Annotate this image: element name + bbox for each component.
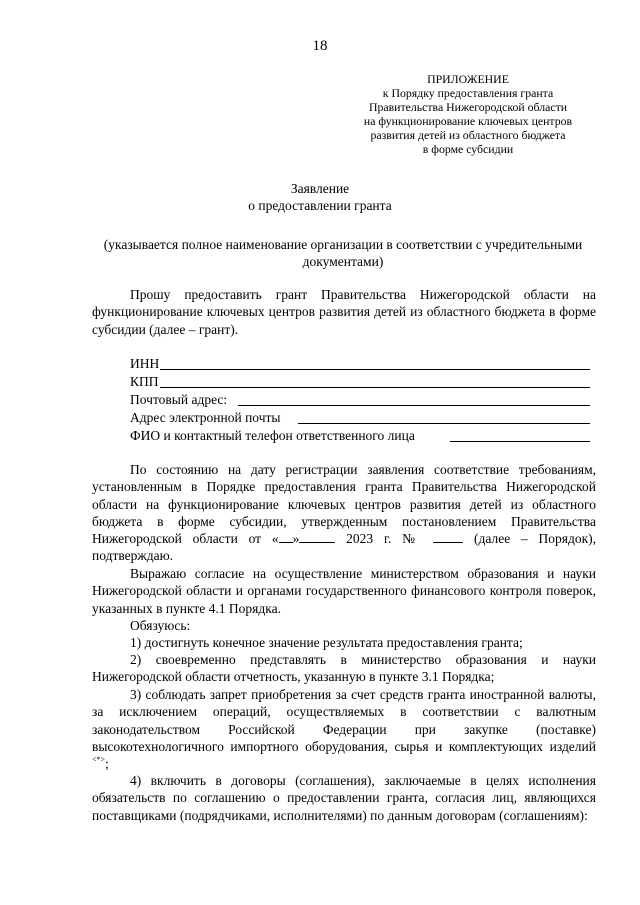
title-line: о предоставлении гранта <box>248 198 392 213</box>
day-blank[interactable] <box>279 530 293 543</box>
address-field[interactable] <box>238 405 590 406</box>
appendix-heading: ПРИЛОЖЕНИЕ <box>427 72 509 86</box>
page-number: 18 <box>312 38 328 54</box>
title-line: Заявление <box>290 181 350 196</box>
obligation-item-1: 1) достигнуть конечное значение результата предоставления гранта; <box>130 635 523 650</box>
obligation-item-4: 4) включить в договоры (соглашения), заключаемые в целях исполнения обязательств по соглашению о предоставлении гранта, согласия лиц, являющихся поставщиками (подрядчиками, исполнителями) по данным договорам (соглашениям): <box>92 773 596 823</box>
kpp-label: КПП <box>130 374 159 389</box>
appendix-line: на функционирование ключевых центров <box>363 114 573 128</box>
appendix-line: Правительства Нижегородской области <box>368 100 568 114</box>
year-text: 2023 г. № <box>346 531 423 547</box>
appendix-line: в форме субсидии <box>422 142 514 156</box>
kpp-field[interactable] <box>160 387 590 388</box>
compliance-paragraph <box>92 461 596 565</box>
month-blank[interactable] <box>299 530 335 543</box>
organization-name-note: (указывается полное наименование организации в соответствии с учредительными документами) <box>103 237 583 269</box>
appendix-line: к Порядку предоставления гранта <box>382 86 554 100</box>
request-paragraph: Прошу предоставить грант Правительства Нижегородской области на функционирование ключевых центров развития детей из областного бюджета в форме субсидии (далее – грант). <box>92 287 596 337</box>
contact-field[interactable] <box>450 441 590 442</box>
appendix-line: развития детей из областного бюджета <box>370 128 566 142</box>
date-open: « <box>271 531 279 547</box>
obligation-item-3 <box>92 686 596 772</box>
document-title <box>0 180 640 214</box>
email-field[interactable] <box>298 423 590 424</box>
consent-paragraph: Выражаю согласие на осуществление министерством образования и науки Нижегородской области и органами государственного финансового контроля поверок, указанных в пункте 4.1 Порядка. <box>92 566 596 616</box>
inn-field[interactable] <box>160 369 590 370</box>
item3-end: ; <box>105 756 109 772</box>
inn-label: ИНН <box>130 356 160 371</box>
obligations-heading: Обязуюсь: <box>130 618 191 633</box>
obligation-item-2: 2) своевременно представлять в министерство образования и науки Нижегородской области отчетность, указанную в пункте 3.1 Порядка; <box>92 652 596 685</box>
compliance-text: По состоянию на дату регистрации заявления соответствие требованиям, установленным в Порядке предоставления гранта Правительства Нижегородской области на функционирование ключевых центров развития детей из областного бюджета в форме субсидии, утвержденным постановлением Правительства Нижегородской области от <box>92 462 596 547</box>
date-close: » <box>292 531 300 547</box>
appendix-header <box>340 72 596 156</box>
email-label: Адрес электронной почты <box>130 410 281 425</box>
number-blank[interactable] <box>433 530 463 543</box>
compliance-end: (далее – Порядок), подтверждаю. <box>92 531 597 564</box>
footnote-marker: <*> <box>92 755 106 765</box>
contact-label: ФИО и контактный телефон ответственного лица <box>130 428 415 443</box>
item3-text: 3) соблюдать запрет приобретения за счет средств гранта иностранной валюты, за исключением операций, осуществляемых в соответствии с валютным законодательством Российской Федерации при закупке (поставке) высокотехнологичного импортного оборудования, сырья и комплектующих изделий <box>92 687 596 754</box>
address-label: Почтовый адрес: <box>130 392 228 407</box>
